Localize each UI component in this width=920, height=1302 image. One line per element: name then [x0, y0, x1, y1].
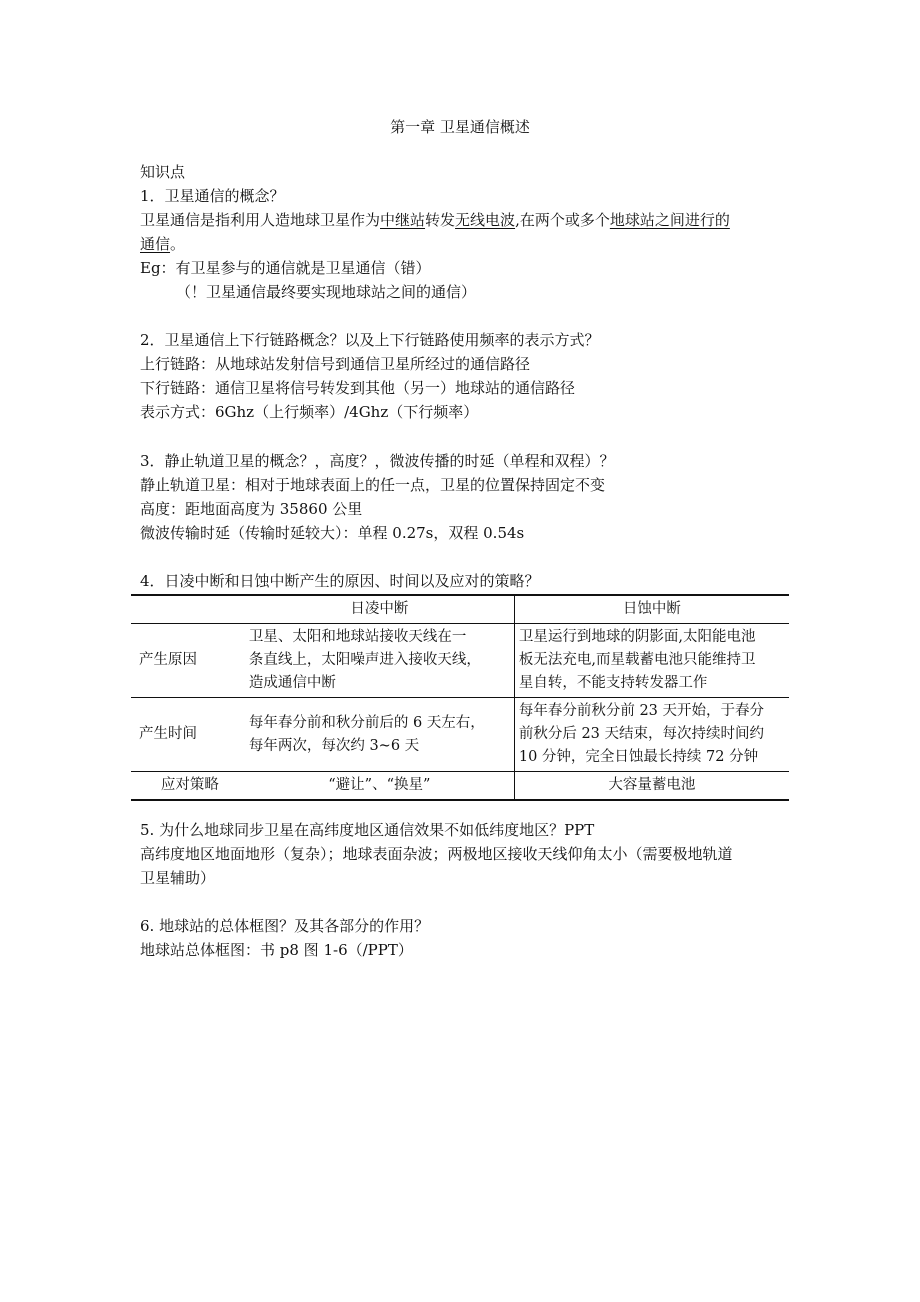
knowledge-heading: 知识点	[140, 163, 186, 181]
chapter-title: 第一章 卫星通信概述	[390, 118, 530, 136]
table-row	[131, 624, 789, 698]
def-underline-comm: 通信	[140, 235, 171, 253]
cell-line: 每年春分前和秋分前后的 6 天左右，	[248, 714, 485, 731]
def-text-a: 卫星通信是指利用人造地球卫星作为	[140, 211, 381, 229]
table-row	[131, 772, 789, 801]
def-text-b: 转发	[425, 211, 456, 229]
q1-note: （！卫星通信最终要实现地球站之间的通信）	[176, 283, 477, 301]
q6-title: 6. 地球站的总体框图？及其各部分的作用？	[140, 917, 430, 935]
def-underline-stations: 地球站之间进行的	[609, 211, 730, 229]
q2-uplink: 上行链路：从地球站发射信号到通信卫星所经过的通信路径	[140, 355, 531, 373]
q5-answer-line2: 卫星辅助）	[140, 869, 216, 887]
def-text-d: 。	[170, 235, 186, 253]
cell-line: 前秋分后 23 天结束，每次持续时间约	[518, 726, 765, 742]
q1-title: 1．卫星通信的概念？	[140, 187, 285, 205]
def-underline-radio: 无线电波	[455, 211, 516, 229]
cell-sun-time	[245, 698, 515, 772]
q2-title: 2．卫星通信上下行链路概念？以及上下行链路使用频率的表示方式？	[140, 331, 600, 349]
q4-title: 4．日凌中断和日蚀中断产生的原因、时间以及应对的策略？	[140, 572, 540, 590]
q1-definition-cont	[140, 234, 185, 255]
def-text-c: ,在两个或多个	[515, 211, 610, 229]
table-header-row	[131, 595, 789, 624]
q3-delay: 微波传输时延（传输时延较大）：单程 0.27s，双程 0.54s	[140, 524, 525, 542]
cell-line: 每年春分前秋分前 23 天开始，于春分	[518, 703, 765, 719]
row-label-cause: 产生原因	[131, 624, 245, 698]
q2-downlink: 下行链路：通信卫星将信号转发到其他（另一）地球站的通信路径	[140, 379, 576, 397]
table-header-eclipse: 日蚀中断	[514, 595, 789, 624]
cell-line: 10 分钟，完全日蚀最长持续 72 分钟	[518, 749, 759, 765]
q3-definition: 静止轨道卫星：相对于地球表面上的任一点，卫星的位置保持固定不变	[140, 476, 606, 494]
q2-representation: 表示方式：6Ghz（上行频率）/4Ghz（下行频率）	[140, 403, 479, 421]
cell-sun-strategy: “避让”、“换星”	[245, 772, 515, 801]
q1-example: Eg：有卫星参与的通信就是卫星通信（错）	[140, 259, 431, 277]
q5-title: 5. 为什么地球同步卫星在高纬度地区通信效果不如低纬度地区？PPT	[140, 821, 595, 839]
row-label-strategy: 应对策略	[131, 772, 245, 801]
row-label-time: 产生时间	[131, 698, 245, 772]
table-header-sun-outage: 日凌中断	[245, 595, 515, 624]
cell-eclipse-time	[514, 698, 789, 772]
cell-line: 卫星、太阳和地球站接收天线在一	[248, 629, 467, 645]
cell-line: 卫星运行到地球的阴影面,太阳能电池	[518, 629, 756, 645]
cell-line: 星自转，不能支持转发器工作	[518, 675, 708, 691]
cell-eclipse-cause	[514, 624, 789, 698]
q6-answer: 地球站总体框图：书 p8 图 1-6（/PPT）	[140, 941, 413, 959]
cell-line: 条直线上，太阳噪声进入接收天线，	[248, 652, 481, 668]
interruption-table	[131, 594, 789, 801]
def-underline-relay: 中继站	[380, 211, 426, 229]
q5-answer-line1: 高纬度地区地面地形（复杂）；地球表面杂波；两极地区接收天线仰角太小（需要极地轨道	[140, 845, 733, 863]
cell-line: 每年两次，每次约 3~6 天	[248, 737, 420, 754]
cell-sun-cause	[245, 624, 515, 698]
q3-height: 高度：距地面高度为 35860 公里	[140, 500, 363, 518]
table-row	[131, 698, 789, 772]
cell-line: 板无法充电,而星载蓄电池只能维持卫	[518, 652, 756, 668]
table-header-empty	[131, 595, 245, 624]
q1-definition	[140, 210, 730, 231]
cell-line: 造成通信中断	[248, 675, 336, 691]
cell-eclipse-strategy: 大容量蓄电池	[514, 772, 789, 801]
q3-title: 3．静止轨道卫星的概念？，高度？，微波传播的时延（单程和双程）？	[140, 452, 615, 470]
